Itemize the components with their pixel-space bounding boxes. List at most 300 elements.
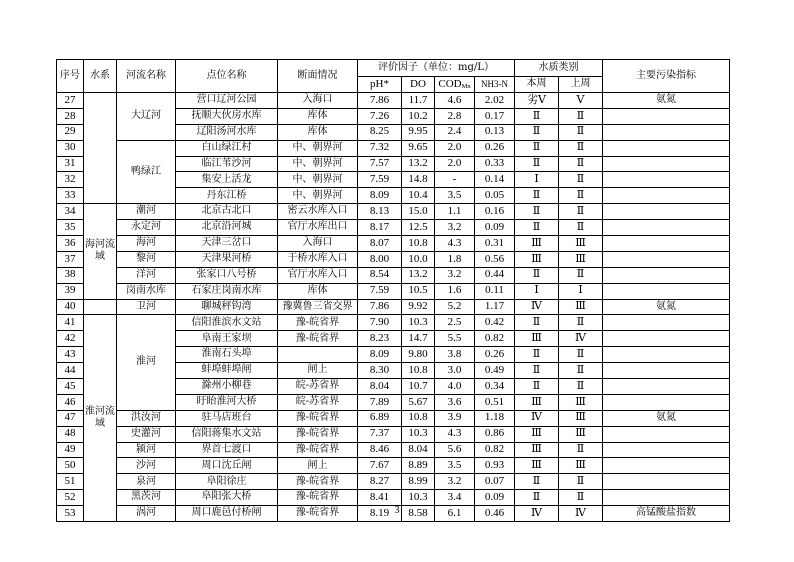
row-nh3: 0.07: [475, 474, 515, 490]
row-seq: 39: [57, 283, 84, 299]
row-do: 8.04: [402, 442, 435, 458]
table-row: [57, 458, 730, 474]
row-cod: 2.4: [435, 124, 475, 140]
row-last-week: Ⅱ: [559, 347, 603, 363]
row-cod: 5.2: [435, 299, 475, 315]
row-cod: 3.8: [435, 347, 475, 363]
row-pollutant: [603, 426, 730, 442]
row-do: 8.89: [402, 458, 435, 474]
row-this-week: Ⅱ: [515, 204, 559, 220]
row-pollutant: 氨氮: [603, 93, 730, 109]
row-section: 豫-皖省界: [278, 426, 358, 442]
row-pollutant: 氨氮: [603, 299, 730, 315]
row-seq: 36: [57, 236, 84, 252]
row-site: 淮南石头埠: [176, 347, 278, 363]
row-cod: 3.9: [435, 410, 475, 426]
row-nh3: 0.14: [475, 172, 515, 188]
row-do: 5.67: [402, 394, 435, 410]
row-this-week: Ⅲ: [515, 426, 559, 442]
row-river: 洋河: [117, 267, 176, 283]
row-seq: 32: [57, 172, 84, 188]
row-water-system: 海河流域: [84, 204, 117, 299]
row-this-week: Ⅳ: [515, 410, 559, 426]
row-seq: 48: [57, 426, 84, 442]
row-seq: 53: [57, 506, 84, 522]
row-nh3: 0.82: [475, 331, 515, 347]
table-row: [57, 442, 730, 458]
row-ph: 7.37: [358, 426, 402, 442]
table-row: [57, 251, 730, 267]
row-last-week: Ⅱ: [559, 188, 603, 204]
row-nh3: 0.11: [475, 283, 515, 299]
row-nh3: 0.17: [475, 108, 515, 124]
row-site: 白山绿江村: [176, 140, 278, 156]
row-river: 泉河: [117, 474, 176, 490]
row-section: 官厅水库出口: [278, 220, 358, 236]
row-last-week: Ⅱ: [559, 363, 603, 379]
row-seq: 49: [57, 442, 84, 458]
row-ph: 7.89: [358, 394, 402, 410]
row-do: 10.0: [402, 251, 435, 267]
row-ph: 8.23: [358, 331, 402, 347]
row-section: 入海口: [278, 236, 358, 252]
row-this-week: Ⅱ: [515, 188, 559, 204]
table-row: [57, 220, 730, 236]
row-ph: 7.86: [358, 93, 402, 109]
row-seq: 45: [57, 379, 84, 395]
row-cod: 5.5: [435, 331, 475, 347]
row-this-week: Ⅱ: [515, 220, 559, 236]
row-this-week: Ⅱ: [515, 156, 559, 172]
row-do: 12.5: [402, 220, 435, 236]
row-seq: 34: [57, 204, 84, 220]
row-nh3: 0.13: [475, 124, 515, 140]
row-ph: 7.32: [358, 140, 402, 156]
row-pollutant: [603, 108, 730, 124]
row-pollutant: [603, 490, 730, 506]
row-site: 界首七渡口: [176, 442, 278, 458]
row-cod: 4.3: [435, 426, 475, 442]
row-section: 中、朝界河: [278, 140, 358, 156]
header-cod: CODMn: [435, 77, 475, 93]
row-ph: 8.27: [358, 474, 402, 490]
row-river: 海河: [117, 236, 176, 252]
row-section: 豫-皖省界: [278, 490, 358, 506]
row-nh3: 0.33: [475, 156, 515, 172]
row-do: 13.2: [402, 267, 435, 283]
row-section: 闸上: [278, 363, 358, 379]
row-last-week: Ⅱ: [559, 108, 603, 124]
row-last-week: Ⅱ: [559, 315, 603, 331]
row-nh3: 0.49: [475, 363, 515, 379]
row-site: 辽阳汤河水库: [176, 124, 278, 140]
row-river: 永定河: [117, 220, 176, 236]
row-cod: 2.0: [435, 140, 475, 156]
row-ph: 8.09: [358, 347, 402, 363]
row-cod: 4.6: [435, 93, 475, 109]
row-section: 库体: [278, 124, 358, 140]
row-last-week: Ⅱ: [559, 267, 603, 283]
row-section: 库体: [278, 108, 358, 124]
table-row: [57, 283, 730, 299]
row-cod: 5.6: [435, 442, 475, 458]
row-do: 10.5: [402, 283, 435, 299]
row-site: 聊城秤钩湾: [176, 299, 278, 315]
row-this-week: Ⅱ: [515, 108, 559, 124]
row-cod: 2.5: [435, 315, 475, 331]
row-section: 豫-皖省界: [278, 506, 358, 522]
row-last-week: Ⅲ: [559, 299, 603, 315]
row-do: 10.3: [402, 426, 435, 442]
row-seq: 30: [57, 140, 84, 156]
row-last-week: Ⅱ: [559, 140, 603, 156]
row-cod: 3.2: [435, 474, 475, 490]
row-this-week: Ⅲ: [515, 458, 559, 474]
row-this-week: Ⅱ: [515, 474, 559, 490]
row-site: 北京古北口: [176, 204, 278, 220]
row-last-week: Ⅲ: [559, 251, 603, 267]
row-cod: 4.3: [435, 236, 475, 252]
row-pollutant: [603, 458, 730, 474]
row-nh3: 0.26: [475, 140, 515, 156]
row-water-system: 淮河流域: [84, 315, 117, 522]
row-do: 9.80: [402, 347, 435, 363]
row-ph: 7.86: [358, 299, 402, 315]
row-do: 11.7: [402, 93, 435, 109]
row-pollutant: 高锰酸盐指数: [603, 506, 730, 522]
row-do: 9.92: [402, 299, 435, 315]
row-pollutant: [603, 474, 730, 490]
row-river: 沙河: [117, 458, 176, 474]
row-last-week: Ⅱ: [559, 204, 603, 220]
row-seq: 38: [57, 267, 84, 283]
row-seq: 50: [57, 458, 84, 474]
header-ph: pH*: [358, 77, 402, 93]
row-site: 张家口八号桥: [176, 267, 278, 283]
row-section: 豫-皖省界: [278, 331, 358, 347]
row-ph: 7.59: [358, 283, 402, 299]
row-section: 中、朝界河: [278, 188, 358, 204]
row-pollutant: [603, 251, 730, 267]
row-ph: 8.00: [358, 251, 402, 267]
header-this-week: 本周: [515, 77, 559, 93]
row-this-week: Ⅲ: [515, 251, 559, 267]
row-do: 14.7: [402, 331, 435, 347]
row-site: 丹东江桥: [176, 188, 278, 204]
row-nh3: 0.82: [475, 442, 515, 458]
row-seq: 44: [57, 363, 84, 379]
row-seq: 46: [57, 394, 84, 410]
header-last-week: 上周: [559, 77, 603, 93]
table-row: [57, 236, 730, 252]
row-ph: 8.09: [358, 188, 402, 204]
row-nh3: 0.86: [475, 426, 515, 442]
row-site: 驻马店班台: [176, 410, 278, 426]
row-do: 10.7: [402, 379, 435, 395]
row-pollutant: [603, 220, 730, 236]
row-cod: -: [435, 172, 475, 188]
table-row: [57, 204, 730, 220]
row-site: 蚌埠蚌埠闸: [176, 363, 278, 379]
row-section: 豫-皖省界: [278, 474, 358, 490]
row-last-week: Ⅱ: [559, 474, 603, 490]
table-row: [57, 410, 730, 426]
row-river: 颍河: [117, 442, 176, 458]
header-site: 点位名称: [176, 60, 278, 93]
row-cod: 6.1: [435, 506, 475, 522]
row-section: 豫冀鲁三省交界: [278, 299, 358, 315]
row-last-week: Ⅲ: [559, 394, 603, 410]
row-nh3: 1.17: [475, 299, 515, 315]
row-cod: 3.4: [435, 490, 475, 506]
row-nh3: 0.46: [475, 506, 515, 522]
row-do: 10.8: [402, 363, 435, 379]
row-site: 天津三岔口: [176, 236, 278, 252]
row-ph: 8.13: [358, 204, 402, 220]
header-section: 断面情况: [278, 60, 358, 93]
row-cod: 3.2: [435, 220, 475, 236]
row-this-week: Ⅱ: [515, 363, 559, 379]
row-nh3: 0.42: [475, 315, 515, 331]
row-pollutant: [603, 283, 730, 299]
header-river: 河流名称: [117, 60, 176, 93]
table-row: [57, 426, 730, 442]
row-ph: 6.89: [358, 410, 402, 426]
row-pollutant: [603, 172, 730, 188]
row-last-week: Ⅱ: [559, 442, 603, 458]
row-ph: 8.07: [358, 236, 402, 252]
row-seq: 43: [57, 347, 84, 363]
row-section: 入海口: [278, 93, 358, 109]
row-seq: 52: [57, 490, 84, 506]
row-section: 闸上: [278, 458, 358, 474]
row-this-week: Ⅱ: [515, 315, 559, 331]
row-this-week: Ⅱ: [515, 379, 559, 395]
row-last-week: Ⅱ: [559, 156, 603, 172]
row-ph: 8.19: [358, 506, 402, 522]
row-ph: 8.46: [358, 442, 402, 458]
row-pollutant: [603, 347, 730, 363]
row-site: 抚顺大伙房水库: [176, 108, 278, 124]
water-quality-table: [56, 59, 730, 522]
row-section: 中、朝界河: [278, 172, 358, 188]
row-nh3: 0.31: [475, 236, 515, 252]
row-section: 豫-皖省界: [278, 410, 358, 426]
row-site: 营口辽河公园: [176, 93, 278, 109]
header-do: DO: [402, 77, 435, 93]
row-seq: 47: [57, 410, 84, 426]
row-ph: 7.59: [358, 172, 402, 188]
row-seq: 33: [57, 188, 84, 204]
row-do: 10.3: [402, 490, 435, 506]
row-river: 黑茨河: [117, 490, 176, 506]
row-nh3: 0.05: [475, 188, 515, 204]
row-pollutant: 氨氮: [603, 410, 730, 426]
row-nh3: 2.02: [475, 93, 515, 109]
table-row: [57, 299, 730, 315]
row-river: 洪汝河: [117, 410, 176, 426]
page-number: 3: [394, 505, 400, 516]
row-last-week: Ⅱ: [559, 490, 603, 506]
row-river: 大辽河: [117, 93, 176, 141]
row-ph: 7.90: [358, 315, 402, 331]
row-section: 密云水库入口: [278, 204, 358, 220]
row-do: 14.8: [402, 172, 435, 188]
row-this-week: Ⅲ: [515, 236, 559, 252]
row-ph: 7.67: [358, 458, 402, 474]
header-seq: 序号: [57, 60, 84, 93]
row-nh3: 0.16: [475, 204, 515, 220]
row-section: 豫-皖省界: [278, 315, 358, 331]
row-cod: 1.6: [435, 283, 475, 299]
table-row: [57, 140, 730, 156]
row-river: 卫河: [117, 299, 176, 315]
header-factors: 评价因子（单位：mg/L）: [358, 60, 515, 77]
row-seq: 27: [57, 93, 84, 109]
row-pollutant: [603, 140, 730, 156]
row-ph: 8.04: [358, 379, 402, 395]
row-ph: 7.57: [358, 156, 402, 172]
row-last-week: Ⅲ: [559, 410, 603, 426]
row-site: 周口沈丘闸: [176, 458, 278, 474]
header-nh3: NH3-N: [475, 77, 515, 93]
row-nh3: 0.44: [475, 267, 515, 283]
row-ph: 8.25: [358, 124, 402, 140]
row-nh3: 0.51: [475, 394, 515, 410]
row-ph: 8.30: [358, 363, 402, 379]
row-pollutant: [603, 363, 730, 379]
row-pollutant: [603, 236, 730, 252]
row-last-week: Ⅱ: [559, 220, 603, 236]
row-seq: 35: [57, 220, 84, 236]
row-pollutant: [603, 204, 730, 220]
table-row: [57, 267, 730, 283]
row-section: 皖-苏省界: [278, 379, 358, 395]
row-section: 中、朝界河: [278, 156, 358, 172]
row-site: 信阳蒋集水文站: [176, 426, 278, 442]
row-ph: 7.26: [358, 108, 402, 124]
row-nh3: 0.09: [475, 220, 515, 236]
table-row: [57, 315, 730, 331]
row-pollutant: [603, 188, 730, 204]
row-cod: 2.8: [435, 108, 475, 124]
row-site: 阜阳张大桥: [176, 490, 278, 506]
row-river: 涡河: [117, 506, 176, 522]
row-pollutant: [603, 156, 730, 172]
row-nh3: 1.18: [475, 410, 515, 426]
row-do: 10.8: [402, 410, 435, 426]
row-this-week: Ⅳ: [515, 506, 559, 522]
row-this-week: Ⅲ: [515, 394, 559, 410]
row-river: 岗南水库: [117, 283, 176, 299]
row-this-week: Ⅲ: [515, 442, 559, 458]
row-river: 黎河: [117, 251, 176, 267]
row-nh3: 0.56: [475, 251, 515, 267]
row-this-week: Ⅱ: [515, 140, 559, 156]
row-last-week: Ⅳ: [559, 506, 603, 522]
row-seq: 41: [57, 315, 84, 331]
row-site: 盱眙淮河大桥: [176, 394, 278, 410]
row-ph: 8.54: [358, 267, 402, 283]
row-pollutant: [603, 379, 730, 395]
row-river: 鸭绿江: [117, 140, 176, 204]
row-section: 豫-皖省界: [278, 442, 358, 458]
row-section: 官厅水库入口: [278, 267, 358, 283]
row-section: 库体: [278, 283, 358, 299]
row-do: 8.58: [402, 506, 435, 522]
row-do: 10.8: [402, 236, 435, 252]
row-this-week: Ⅳ: [515, 299, 559, 315]
row-pollutant: [603, 124, 730, 140]
row-site: 滁州小柳巷: [176, 379, 278, 395]
row-this-week: Ⅰ: [515, 283, 559, 299]
row-last-week: Ⅳ: [559, 331, 603, 347]
row-nh3: 0.93: [475, 458, 515, 474]
row-ph: 8.41: [358, 490, 402, 506]
row-this-week: 劣Ⅴ: [515, 93, 559, 109]
row-cod: 3.0: [435, 363, 475, 379]
row-cod: 1.1: [435, 204, 475, 220]
row-this-week: Ⅱ: [515, 490, 559, 506]
row-this-week: Ⅱ: [515, 267, 559, 283]
row-nh3: 0.09: [475, 490, 515, 506]
row-do: 9.95: [402, 124, 435, 140]
row-this-week: Ⅰ: [515, 172, 559, 188]
row-do: 10.3: [402, 315, 435, 331]
table-row: [57, 490, 730, 506]
row-river: 潮河: [117, 204, 176, 220]
row-pollutant: [603, 442, 730, 458]
row-seq: 51: [57, 474, 84, 490]
row-seq: 28: [57, 108, 84, 124]
header-pollutant: 主要污染指标: [603, 60, 730, 93]
row-site: 集安上活龙: [176, 172, 278, 188]
row-site: 阜阳徐庄: [176, 474, 278, 490]
row-do: 15.0: [402, 204, 435, 220]
row-site: 周口鹿邑付桥闸: [176, 506, 278, 522]
row-cod: 3.2: [435, 267, 475, 283]
row-this-week: Ⅱ: [515, 124, 559, 140]
row-river: 淮河: [117, 315, 176, 410]
header-quality: 水质类别: [515, 60, 603, 77]
row-last-week: Ⅱ: [559, 124, 603, 140]
row-last-week: Ⅱ: [559, 172, 603, 188]
row-last-week: Ⅰ: [559, 283, 603, 299]
table-body: [57, 93, 730, 522]
row-last-week: Ⅴ: [559, 93, 603, 109]
row-section: 皖-苏省界: [278, 394, 358, 410]
table-row: [57, 93, 730, 109]
row-site: 北京沿河城: [176, 220, 278, 236]
row-water-system: [84, 299, 117, 315]
row-cod: 3.5: [435, 188, 475, 204]
row-section: [278, 347, 358, 363]
row-seq: 37: [57, 251, 84, 267]
row-do: 10.4: [402, 188, 435, 204]
row-cod: 1.8: [435, 251, 475, 267]
row-this-week: Ⅲ: [515, 331, 559, 347]
row-site: 信阳淮滨水文站: [176, 315, 278, 331]
row-cod: 2.0: [435, 156, 475, 172]
row-ph: 8.17: [358, 220, 402, 236]
row-seq: 31: [57, 156, 84, 172]
row-pollutant: [603, 394, 730, 410]
row-do: 8.99: [402, 474, 435, 490]
row-site: 石家庄岗南水库: [176, 283, 278, 299]
row-river: 史灌河: [117, 426, 176, 442]
row-cod: 3.6: [435, 394, 475, 410]
row-site: 天津果河桥: [176, 251, 278, 267]
